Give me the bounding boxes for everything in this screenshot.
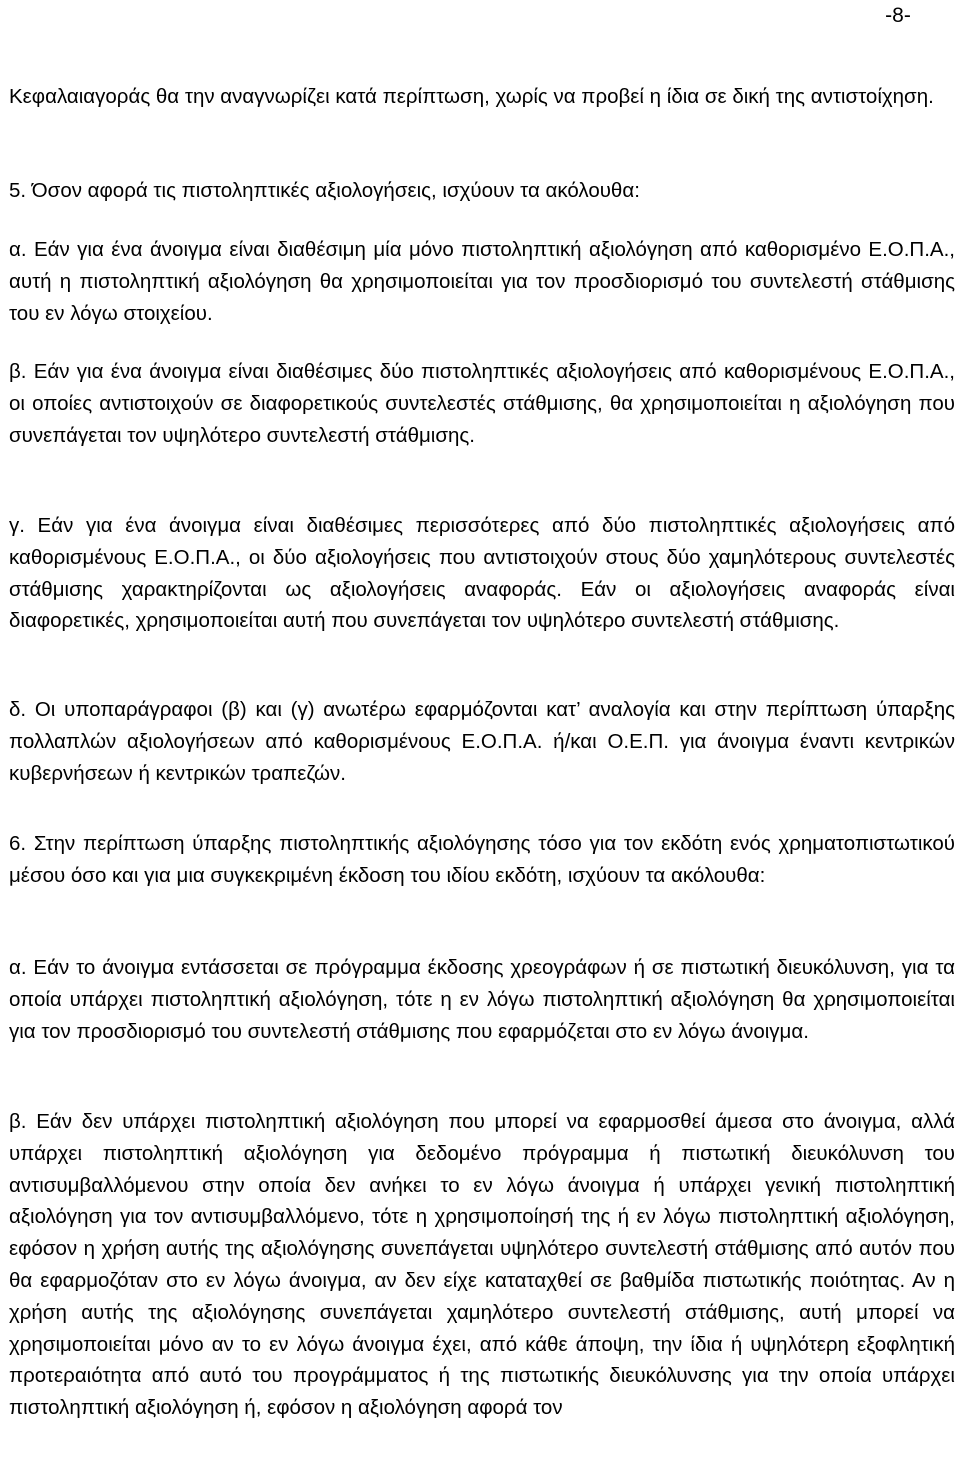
section-6-item-a-text: α. Εάν το άνοιγμα εντάσσεται σε πρόγραμμα έκδοσης χρεογράφων ή σε πιστωτική διευκόλυνση, για τα οποία υπάρχει πιστοληπτική αξιολόγηση, τότε η εν λόγω πιστοληπτική αξιολόγηση θα χρησιμοποιείται για τον προσδιορισμό του συντελεστή στάθμισης που εφαρμόζεται στο εν λόγω άνοιγμα. xyxy=(9,956,955,1043)
section-6-heading xyxy=(9,828,955,892)
section-6-item-a xyxy=(9,952,955,1047)
section-5-heading-text: 5. Όσον αφορά τις πιστοληπτικές αξιολογήσεις, ισχύουν τα ακόλουθα: xyxy=(9,179,640,202)
section-6-item-b xyxy=(9,1106,955,1424)
section-5-item-d xyxy=(9,694,955,789)
section-5-item-a-text: α. Εάν για ένα άνοιγμα είναι διαθέσιμη μία μόνο πιστοληπτική αξιολόγηση από καθορισμένο Ε.Ο.Π.Α., αυτή η πιστοληπτική αξιολόγηση θα χρησιμοποιείται για τον προσδιορισμό του συντελεστή στάθμισης του εν λόγω στοιχείου. xyxy=(9,238,955,325)
section-5-heading xyxy=(9,175,955,207)
intro-paragraph xyxy=(9,81,955,113)
section-5-item-a xyxy=(9,234,955,329)
section-5-item-c-text: γ. Εάν για ένα άνοιγμα είναι διαθέσιμες περισσότερες από δύο πιστοληπτικές αξιολογήσεις από καθορισμένους Ε.Ο.Π.Α., οι δύο αξιολογήσεις που αντιστοιχούν στους δύο χαμηλότερους συντελεστές στάθμισης χαρακτηρίζονται ως αξιολογήσεις αναφοράς. Εάν οι αξιολογήσεις αναφοράς είναι διαφορετικές, χρησιμοποιείται αυτή που συνεπάγεται τον υψηλότερο συντελεστή στάθμισης. xyxy=(9,514,955,633)
intro-text: Κεφαλαιαγοράς θα την αναγνωρίζει κατά περίπτωση, χωρίς να προβεί η ίδια σε δική της αντιστοίχηση. xyxy=(9,85,934,108)
section-5-item-c xyxy=(9,510,955,637)
section-6-item-b-text: β. Εάν δεν υπάρχει πιστοληπτική αξιολόγηση που μπορεί να εφαρμοσθεί άμεσα στο άνοιγμα, αλλά υπάρχει πιστοληπτική αξιολόγηση για δεδομένο πρόγραμμα ή πιστωτική διευκόλυνση του αντισυμβαλλόμενου στην οποία δεν ανήκει το εν λόγω άνοιγμα ή υπάρχει γενική πιστοληπτική αξιολόγηση για τον αντισυμβαλλόμενο, τότε η χρησιμοποίησή της ή εν λόγω πιστοληπτική αξιολόγηση, εφόσον η χρήση αυτής της αξιολόγησης συνεπάγεται υψηλότερο συντελεστή στάθμισης από αυτόν που θα εφαρμοζόταν στο εν λόγω άνοιγμα, αν δεν είχε καταταχθεί σε βαθμίδα πιστωτικής ποιότητας. Αν η χρήση αυτής της αξιολόγησης συνεπάγεται χαμηλότερο συντελεστή στάθμισης, αυτή μπορεί να χρησιμοποιείται μόνο αν το εν λόγω άνοιγμα έχει, από κάθε άποψη, την ίδια ή υψηλότερη εξοφλητική προτεραιότητα από αυτό του προγράμματος ή της πιστωτικής διευκόλυνσης για την οποία υπάρχει πιστοληπτική αξιολόγηση ή, εφόσον η αξιολόγηση αφορά τον xyxy=(9,1110,955,1420)
section-6-heading-text: 6. Στην περίπτωση ύπαρξης πιστοληπτικής αξιολόγησης τόσο για τον εκδότη ενός χρηματοπιστωτικού μέσου όσο και για μια συγκεκριμένη έκδοση του ιδίου εκδότη, ισχύουν τα ακόλουθα: xyxy=(9,832,955,887)
section-5-item-b xyxy=(9,356,955,451)
section-5-item-b-text: β. Εάν για ένα άνοιγμα είναι διαθέσιμες δύο πιστοληπτικές αξιολογήσεις από καθορισμένους Ε.Ο.Π.Α., οι οποίες αντιστοιχούν σε διαφορετικούς συντελεστές στάθμισης, θα χρησιμοποιείται η αξιολόγηση που συνεπάγεται τον υψηλότερο συντελεστή στάθμισης. xyxy=(9,360,955,447)
section-5-item-d-text: δ. Οι υποπαράγραφοι (β) και (γ) ανωτέρω εφαρμόζονται κατ’ αναλογία και στην περίπτωση ύπαρξης πολλαπλών αξιολογήσεων από καθορισμένους Ε.Ο.Π.Α. ή/και Ο.Ε.Π. για άνοιγμα έναντι κεντρικών κυβερνήσεων ή κεντρικών τραπεζών. xyxy=(9,698,955,785)
page-number: -8- xyxy=(885,4,911,27)
